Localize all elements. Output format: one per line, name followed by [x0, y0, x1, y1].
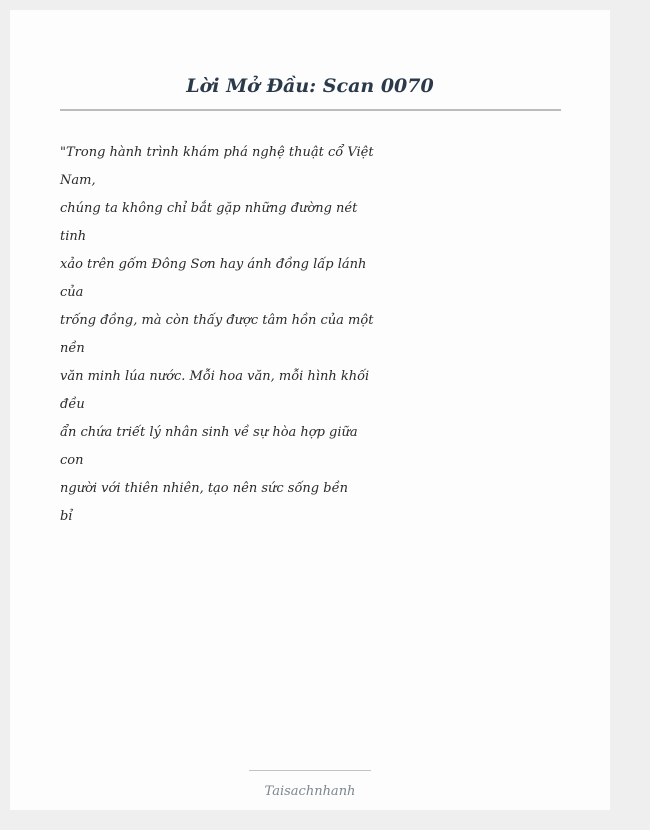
body-line: bỉ: [60, 509, 73, 524]
body-line: văn minh lúa nước. Mỗi hoa văn, mỗi hình khối: [60, 369, 370, 384]
page-title: Lời Mở Đầu: Scan 0070: [186, 75, 434, 97]
body-line: nền: [60, 341, 85, 356]
body-paragraph: [60, 139, 380, 531]
document-page: [10, 10, 610, 810]
body-line: xảo trên gốm Đông Sơn hay ánh đồng lấp lánh: [60, 257, 367, 272]
body-line: "Trong hành trình khám phá nghệ thuật cổ Việt: [60, 145, 374, 160]
body-line: tinh: [60, 229, 87, 244]
body-line: con: [60, 453, 84, 468]
body-line: ẩn chứa triết lý nhân sinh về sự hòa hợp giữa: [60, 425, 358, 440]
body-line: trống đồng, mà còn thấy được tâm hồn của một: [60, 313, 374, 328]
footer-divider: [249, 770, 371, 771]
footer-publisher: Taisachnhanh: [264, 784, 356, 799]
body-line: chúng ta không chỉ bắt gặp những đường nét: [60, 201, 358, 216]
body-line: Nam,: [60, 173, 96, 188]
body-line: người với thiên nhiên, tạo nên sức sống bền: [60, 481, 348, 496]
body-line: đều: [60, 397, 85, 412]
title-divider: [60, 109, 561, 111]
body-line: của: [60, 285, 84, 300]
